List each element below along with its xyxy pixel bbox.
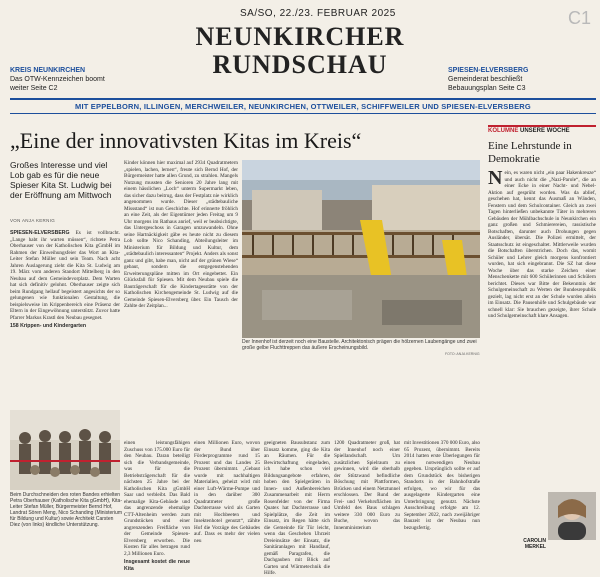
article-headline: „Eine der innovativsten Kitas im Kreis“ [10, 128, 362, 153]
kolumne-label: KOLUMNE UNSERE WOCHE [488, 128, 570, 134]
article-subhead: Großes Interesse und viel Lob gab es für die neue Spieser Kita St. Ludwig bei der Eröffnung am Mittwoch [10, 160, 112, 200]
article-column-f: 1200 Quadratmeter groß, hat der Innenhof noch einer Spiellandschaft. Um zusätzlichen Spielraum zu gewinnen, wird die oberhalb der Stützwand befindliche Böschung mit Plattformen, Brücken und einem Netztunnel erschlossen. Der Rund der Frei- und Verkehrsflächen im Umfeld des Baus schlagen weitere 330 000 Euro zu Buche, wovon das Innenministerium [334, 440, 400, 531]
newspaper-title-line2: RUNDSCHAU [212, 50, 388, 79]
regions-bar: MIT EPPELBORN, ILLINGEN, MERCHWEILER, NEUNKIRCHEN, OTTWEILER, SCHIFFWEILER UND SPIESEN-ELVERSBERG [10, 98, 596, 114]
article-column-b: Kinder können hier maximal auf 2934 Quadratmetern „spielen, lachen, lernen“, freute sich Bernd Hof, der Bürgermeister hatte allen Grund, zu strahlen. Mangels Nutzung mussten die Senioren 20 Jahre lang mit einem hässlichen „Loch“ unterm Supermarkt leben, das sicher dazu beitrug, dass der Festplatz nie wirklich angenommen wurde. Dieser „städtebauliche Missstand“ ist nun Geschichte. Hof erinnerte fröhlich an eine Zeit, als der Eigentümer jeden Freitag um 9 Uhr morgens im Rathaus anrief, weil er beabsichtigte, das Untergeschoss in Garagen umzuwandeln. Ohne seine Hartnäckigkeit gäbe es heute nicht zu diesem Lob sollte Nico Schanding, Abteilungsleiter im Ministerium für Bildung und Kultur, dem „städtebaulich interessanten“ Projekt. Anders als sonst ganz und gibt, habe man, nicht auf der grünen Wiese“ gebaut, sondern die entgegenstehenden Erweiterungspläne mitten im Ort eingebettet. Ein Glücksfall für Spiesen. Mit dem Neubau spiele die Bauträgerschaft für die Kindertagesstätte von der Katholischen Kirchengemeinde St. Ludwig auf die Gemeinde Spiesen-Elversberg über. Ein Tausch der Zahlte der Zeitplan... [124, 160, 238, 309]
article-column-a-text: Es ist vollbracht. „Lange habt ihr warten müssen“, richtete Petra Oberhauser von der Katholischen Kita gGmbH im Rahmen der Einweihungsfeier das Wort an Kita-Leiter Stefan Müller und sein Team. Nach acht Jahren Auslagerung zieht die Kita St. Ludwig am 19. März vom anderen Standort Mittelberg in den Neubau auf dem Gemeindevorplatz. Dem Warten hat sich definitiv gelohnt. Oberhauser zeigte sich beim Rundgang hellauf begeistert angesichts der so gelungenen wie funktionalen Gestaltung, die beispielsweise im Krippenbereich eine Präsenz der Eltern in der Eingewöhnung unterstützt. Zuvor hatte Pfarrer Markus Krastl den Neubau gesegnet. [10, 230, 120, 321]
teaser-right-kicker: SPIESEN-ELVERSBERG [448, 67, 529, 74]
ribbon-cutting-image [10, 410, 120, 490]
teaser-left-line2: weiter Seite C2 [10, 85, 58, 92]
author-name: CAROLIN MERKEL [523, 538, 546, 550]
kita-building-photo [242, 160, 480, 338]
teaser-right[interactable] [448, 66, 598, 93]
article-byline: VON ANJA KERNIG [10, 218, 56, 223]
author-portrait [548, 492, 596, 540]
dropcap: N [488, 167, 503, 189]
teaser-right-line1: Gemeinderat beschließt [448, 76, 523, 83]
dateline: SPIESEN-ELVERSBERG [10, 230, 70, 236]
teaser-right-line2: Bebauungsplan Seite C3 [448, 85, 526, 92]
article-column-c: einen leistungsfähigen Zuschuss von 175.000 Euro für den Neubau. Daran beteiligt sich die Verbandsgemeinde, was für die Betriebsträgerschaft für die nächsten 25 Jahre bei der Katholischen Kita gGmbH Saar und verbleibt. Das Bald ehemalige Kita-Gebäude und das angrenzende ehemalige CTT-Altenheim werden zum Grundstücken und einer angrenzenden Freifläche von der Gemeinde Spiesen-Elversberg erworben. Die Kosten für alles betragen rund 2,3 Millionen Euro. Insgesamt kostet die neue Kita [124, 440, 190, 572]
teaser-left-line1: Das OTW-Kennzeichen boomt [10, 76, 105, 83]
newspaper-title-line1: NEUNKIRCHER [195, 22, 405, 51]
ribbon-cutting-caption: Beim Durchschneiden des roten Bandes erhielten Petra Oberhauser (Katholische Kita gGmbH), Kita-Leiter Stefan Müller, Bürgermeister Bernd Hof, Landrat Sören Meng, Nico Schanding (Ministerium für Bildung und Kultur) sowie Architekt Carsten Diez (von links) kindliche Unterstützung. [10, 492, 122, 528]
kolumne-title: Eine Lehrstunde in Demokratie [488, 140, 572, 165]
teaser-left-kicker: KREIS NEUNKIRCHEN [10, 67, 86, 74]
article-minihead-a: 158 Krippen- und Kindergarten [10, 323, 87, 329]
author-photo [548, 492, 596, 540]
article-column-g: mit Investitionen 370 000 Euro, also 65 Prozent, übernimmt. Bereits 2014 hatten erste Überlegungen für einen notwendigen Neubau gegeben. Ursprünglich sollte er auf dem Grundstück des bisherigen Standorts in der Bahnhofstraße erfolgen, wo wir für das ausgelagerte Kindergarten eine Unterbringung genutzt. Nächste Ausschreibung erfolgte am 12. September 2022, nach zweijähriger Bauzeit ist der Neubau nun bezugsfertig. [404, 440, 480, 531]
main-photo-credit: FOTO: ANJA KERNIG [445, 352, 480, 356]
article-column-e: geeigneten Bausubstanz zum Einsatz komme, ging die Kita an Räumen. Für die Bewirtschaftung eingeladen, ich habe schon viel Bildungsangebote erfahren, hoben den Spielgeräten in Innen- und Außenbereichen Zusammenarbeit mit Herrn Rosenfelder von der Firma Quatex hat Dachterrasse und Spielplätze, die Zeit im Einsatz, im Regen hätte sich die Gemeinde für Tür leicht, wenn das Geschehen Uhrzeit Dreieinsätze der Einsatz, die Sanitäranlagen mit Handlauf, gemäß Paragrafen, die Dachgauben mit Blick auf Garten und Wärmetechnik die Hilfe. [264, 440, 330, 576]
kolumne-rule [488, 125, 596, 127]
page-code: C1 [568, 8, 592, 28]
issue-date: SA/SO, 22./23. FEBRUAR 2025 [240, 8, 396, 19]
article-column-d: einen Millionen Euro, wovon der Bund über Förderprogramme rund 15 Prozent und das Landes 25 Prozent übernimmt. „Gebaut wurde mit nachhaltigen Materialien, geheizt wird mit einer Luft-Wärme-Pumpe und in den darüber 300 Quadratmeter große Dachterrasse wird als Garten mit Hochbeeten und Insektenhotel genutzt“, zählte Hof die Vorzüge des Gebäudes auf. Dass es mehr der vielen neu [194, 440, 260, 544]
teaser-left[interactable] [10, 66, 160, 93]
main-photo-caption: Der Innenhof ist derzeit noch eine Baustelle. Architektonisch prägen die hölzernen Laubengänge und zwei große gelbe Fluchttreppen das äußere Erscheinungsbild. [242, 339, 477, 351]
kolumne-text: N ein, es waren nicht „ein paar Hakenkreuze“ und auch nicht die „Nazi-Parole“, die an einer Ecke in einer Nacht- und Nebel-Aktion auf gesprüht worden. Was da ablief, geschehen hat, kennt das Ausmaß an Wänden, Fenstern und dem Schulcontainer. Gleich an zwei Tagen hinterließen unbekannte Täter in mehreren Gebäuden der Mühlbachschule in Neunkirchen ein ganz großen und Schmierereien, rassistische Botschaften, darunter auch Drohungen gegen Ausländer, übersät. Die Polizei ermittelt, der Staatsschutz ist eingeschaltet. Mittlerweile wurden die Botschaften überstrichen. Doch das, womit Schüler und Lehrer gleich morgens konfrontiert wurden, hat sich eingebrannt. Die SZ hat diese Woche über das starke Zeichen einer Menschenkette mit 600 Schülerinnen und Schülern berichtet. Dieses war Bitte der Bekenntnis der Schulgemeinschaft zu Werten der Bundesrepublik gezielt, lag nicht erst an der Schule wurden allein im Einsatz. Die Pausenhöfe und Schulgebäude war schnell klar: Sie brauchen gezeigte, ihrer Schule und Schulgemeinschaft klare Ansagen. [488, 167, 596, 319]
main-photo [242, 160, 480, 338]
article-column-a [10, 230, 120, 405]
article-minihead-c: Insgesamt kostet die neue Kita [124, 559, 190, 572]
teaser-left-ref: Seite C2 [30, 85, 58, 92]
teaser-right-ref: Seite C3 [498, 85, 526, 92]
ribbon-cutting-photo [10, 410, 120, 490]
